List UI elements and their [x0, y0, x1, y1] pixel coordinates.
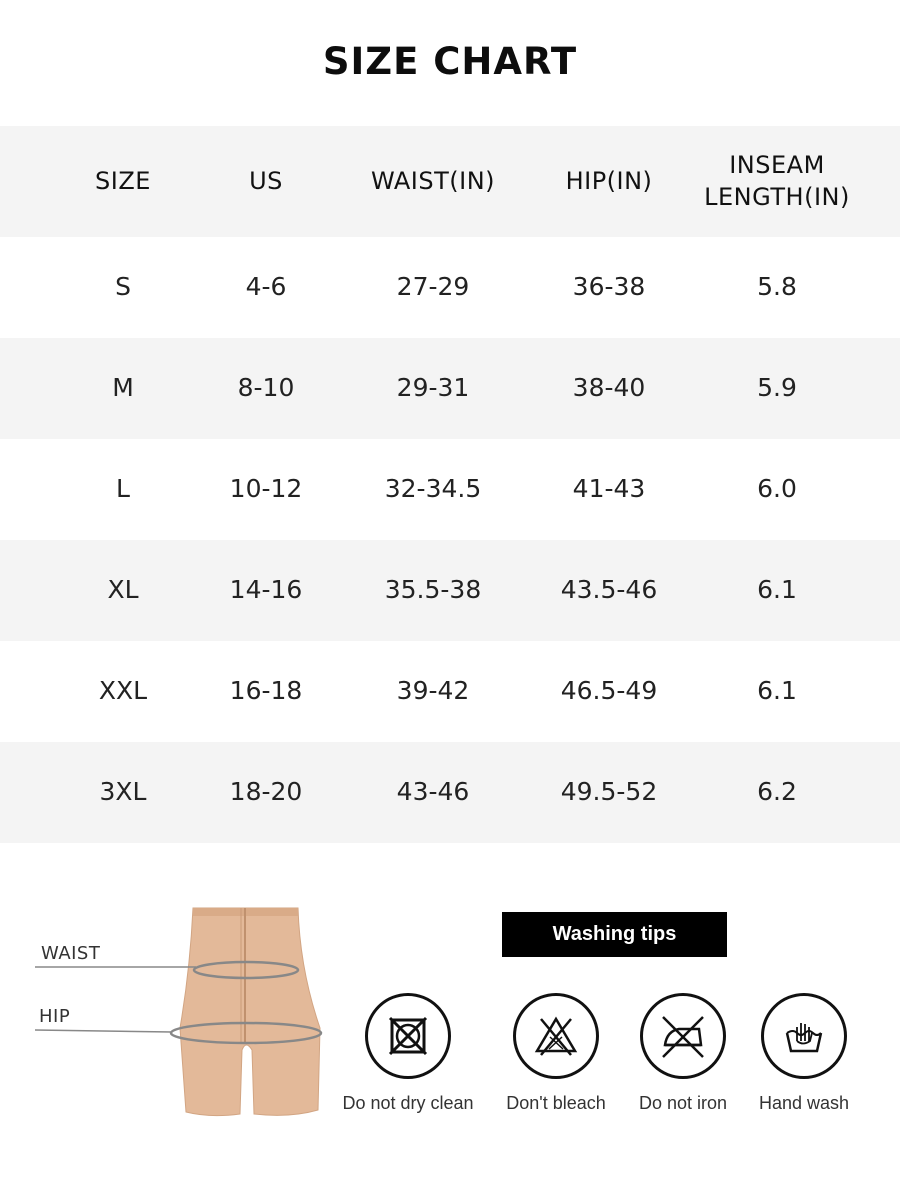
cell-hip: 46.5-49: [560, 676, 658, 706]
cell-waist: 29-31: [396, 373, 470, 403]
hip-pointer-line: [35, 1030, 172, 1032]
cell-hip: 43.5-46: [560, 575, 658, 605]
table-row: [0, 641, 900, 742]
no-dry-clean-icon: [365, 993, 451, 1079]
cell-hip: 36-38: [572, 272, 646, 302]
washing-tips-header: Washing tips: [502, 912, 727, 957]
no-bleach-icon: [513, 993, 599, 1079]
care-item-hand-wash: [729, 993, 879, 1114]
header-inseam-line1: INSEAM: [729, 151, 825, 180]
measurement-figure: [0, 860, 340, 1130]
waist-label: WAIST: [41, 943, 101, 964]
cell-size: L: [116, 474, 130, 504]
cell-us: 16-18: [229, 676, 303, 706]
header-inseam-line2: LENGTH(IN): [704, 182, 850, 211]
cell-inseam: 5.9: [757, 373, 797, 403]
shorts-body: [180, 908, 320, 1116]
care-label: Do not iron: [638, 1093, 728, 1113]
care-label: Don't bleach: [506, 1093, 606, 1113]
page-title: SIZE CHART: [322, 40, 578, 83]
cell-hip: 38-40: [572, 373, 646, 403]
table-row: [0, 439, 900, 540]
cell-waist: 43-46: [396, 777, 470, 807]
cell-inseam: 6.2: [757, 777, 797, 807]
cell-us: 14-16: [229, 575, 303, 605]
hip-label: HIP: [39, 1006, 71, 1027]
header-size: SIZE: [95, 166, 151, 195]
header-inseam: [694, 126, 860, 237]
care-label: Hand wash: [758, 1093, 850, 1113]
table-row: [0, 540, 900, 641]
lower-section: [0, 860, 900, 1200]
table-row: [0, 742, 900, 843]
cell-us: 4-6: [245, 272, 287, 302]
table-row: [0, 237, 900, 338]
cell-inseam: 6.0: [757, 474, 797, 504]
cell-hip: 49.5-52: [560, 777, 658, 807]
cell-waist: 39-42: [396, 676, 470, 706]
cell-size: S: [115, 272, 131, 302]
size-table: [0, 126, 900, 843]
cell-us: 8-10: [237, 373, 295, 403]
shapewear-shorts-illustration: [0, 860, 340, 1130]
care-item-no-dry-clean: [333, 993, 483, 1114]
cell-size: XXL: [98, 676, 148, 706]
cell-inseam: 5.8: [757, 272, 797, 302]
header-waist: WAIST(IN): [370, 166, 496, 195]
cell-size: 3XL: [99, 777, 147, 807]
cell-inseam: 6.1: [757, 676, 797, 706]
cell-waist: 27-29: [396, 272, 470, 302]
header-hip: HIP(IN): [565, 166, 653, 195]
table-header-row: [0, 126, 900, 237]
cell-size: XL: [107, 575, 139, 605]
cell-us: 10-12: [229, 474, 303, 504]
cell-hip: 41-43: [572, 474, 646, 504]
cell-inseam: 6.1: [757, 575, 797, 605]
table-row: [0, 338, 900, 439]
cell-waist: 35.5-38: [384, 575, 482, 605]
hand-wash-icon: [761, 993, 847, 1079]
cell-us: 18-20: [229, 777, 303, 807]
no-iron-icon: [640, 993, 726, 1079]
cell-waist: 32-34.5: [384, 474, 482, 504]
cell-size: M: [112, 373, 134, 403]
care-label: Do not dry clean: [342, 1093, 474, 1113]
header-us: US: [249, 166, 283, 195]
